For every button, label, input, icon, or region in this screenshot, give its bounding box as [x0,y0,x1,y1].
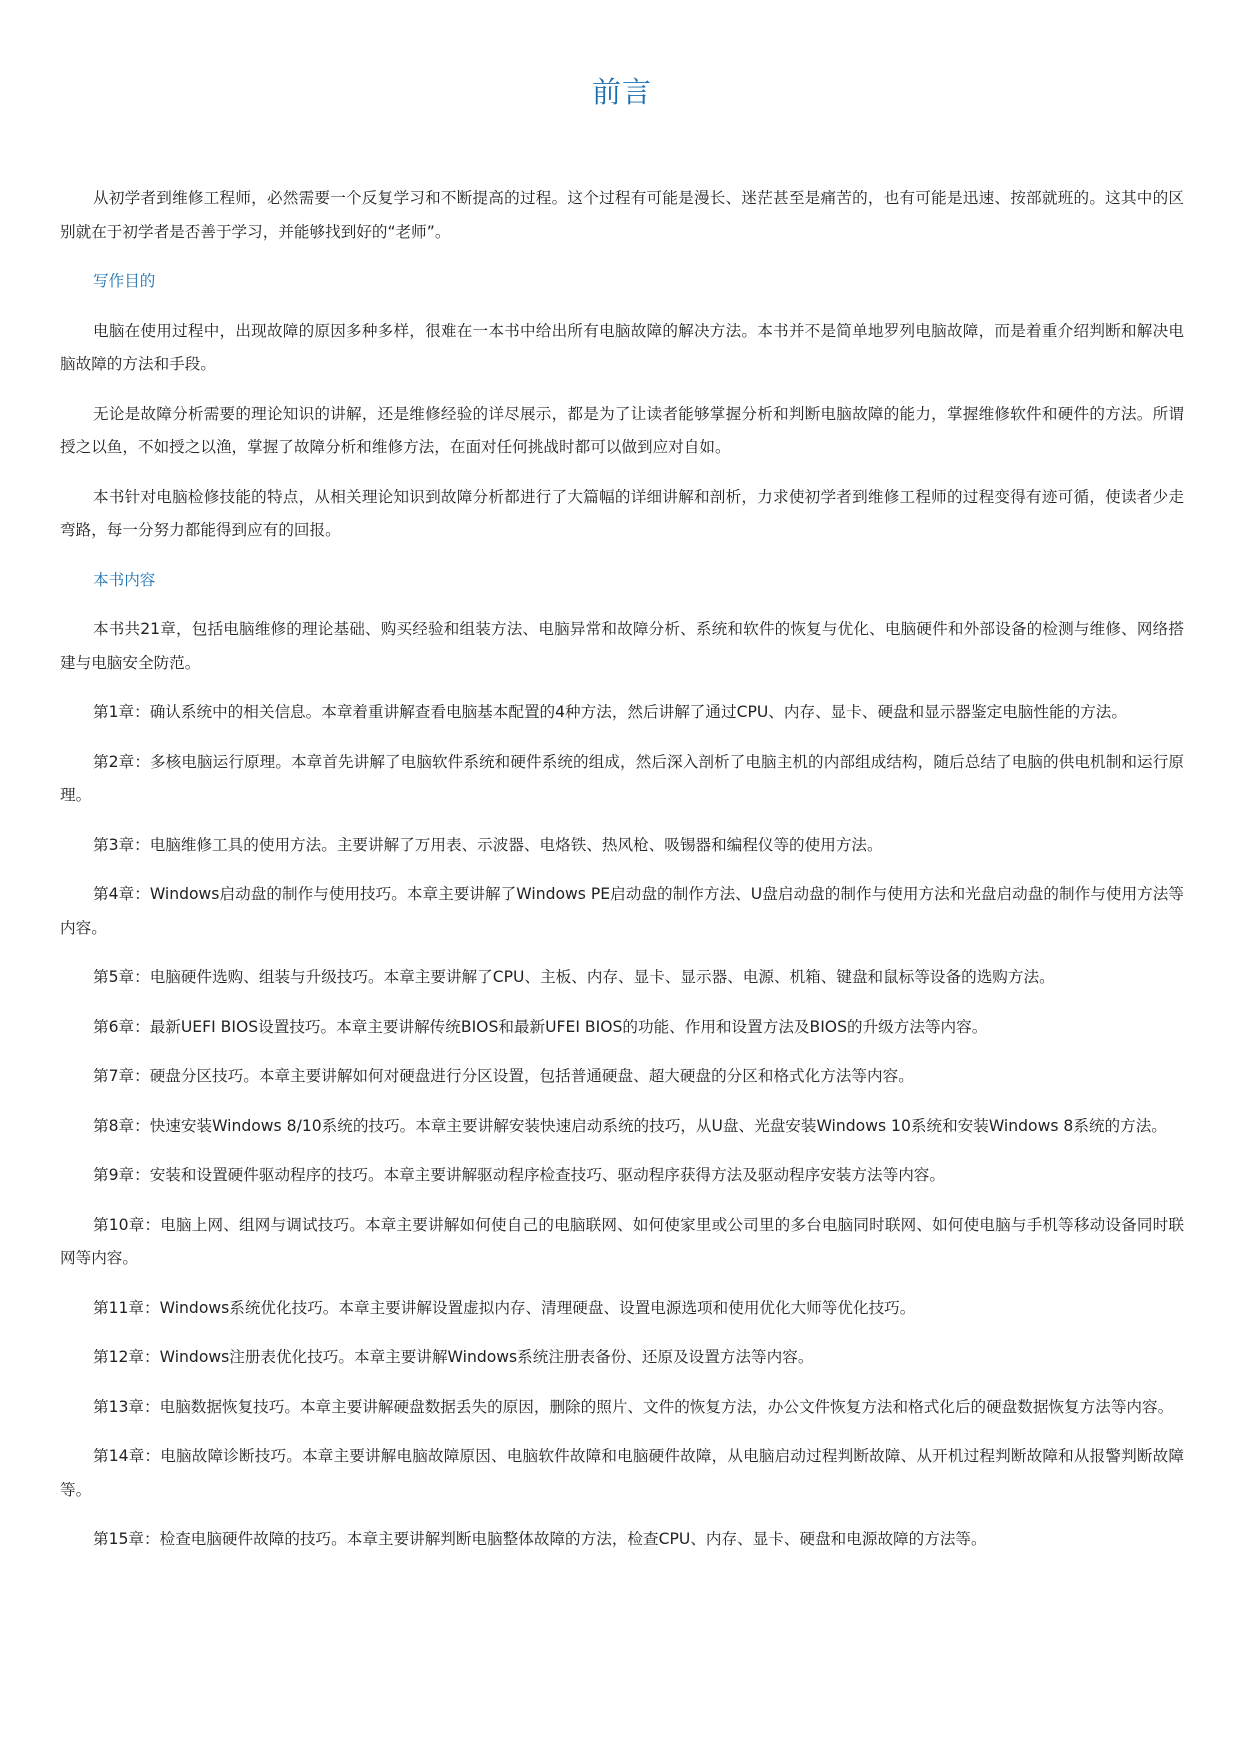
chapter-paragraph: 第6章：最新UEFI BIOS设置技巧。本章主要讲解传统BIOS和最新UFEI BIOS的功能、作用和设置方法及BIOS的升级方法等内容。 [93,1017,988,1036]
intro-paragraph: 从初学者到维修工程师，必然需要一个反复学习和不断提高的过程。这个过程有可能是漫长、迷茫甚至是痛苦的，也有可能是迅速、按部就班的。这其中的区别就在于初学者是否善于学习，并能够找到好的“老师”。 [60,189,1184,241]
chapter-paragraph: 第1章：确认系统中的相关信息。本章着重讲解查看电脑基本配置的4种方法，然后讲解了通过CPU、内存、显卡、硬盘和显示器鉴定电脑性能的方法。 [93,703,1127,721]
body-paragraph: 本书共21章，包括电脑维修的理论基础、购买经验和组装方法、电脑异常和故障分析、系统和软件的恢复与优化、电脑硬件和外部设备的检测与维修、网络搭建与电脑安全防范。 [60,620,1184,672]
document-page [60,0,1184,1573]
chapter-paragraph: 第14章：电脑故障诊断技巧。本章主要讲解电脑故障原因、电脑软件故障和电脑硬件故障，从电脑启动过程判断故障、从开机过程判断故障和从报警判断故障等。 [60,1447,1184,1499]
chapter-paragraph: 第13章：电脑数据恢复技巧。本章主要讲解硬盘数据丢失的原因，删除的照片、文件的恢复方法，办公文件恢复方法和格式化后的硬盘数据恢复方法等内容。 [93,1397,1174,1416]
chapter-paragraph: 第5章：电脑硬件选购、组装与升级技巧。本章主要讲解了CPU、主板、内存、显卡、显示器、电源、机箱、键盘和鼠标等设备的选购方法。 [93,968,1055,986]
chapter-paragraph: 第4章：Windows启动盘的制作与使用技巧。本章主要讲解了Windows PE启动盘的制作方法、U盘启动盘的制作与使用方法和光盘启动盘的制作与使用方法等内容。 [60,885,1184,937]
chapter-paragraph: 第10章：电脑上网、组网与调试技巧。本章主要讲解如何使自己的电脑联网、如何使家里或公司里的多台电脑同时联网、如何使电脑与手机等移动设备同时联网等内容。 [60,1215,1184,1267]
intro-block [60,182,1184,249]
chapter-paragraph: 第8章：快速安装Windows 8/10系统的技巧。本章主要讲解安装快速启动系统的技巧，从U盘、光盘安装Windows 10系统和安装Windows 8系统的方法。 [93,1116,1167,1135]
section-heading-book-contents: 本书内容 [93,570,156,589]
chapter-paragraph: 第2章：多核电脑运行原理。本章首先讲解了电脑软件系统和硬件系统的组成，然后深入剖析了电脑主机的内部组成结构，随后总结了电脑的供电机制和运行原理。 [60,752,1184,804]
page-title: 前言 [591,75,652,109]
section-writing-purpose [60,265,1184,548]
chapter-paragraph: 第7章：硬盘分区技巧。本章主要讲解如何对硬盘进行分区设置，包括普通硬盘、超大硬盘的分区和格式化方法等内容。 [93,1067,914,1085]
chapter-paragraph: 第12章：Windows注册表优化技巧。本章主要讲解Windows系统注册表备份、还原及设置方法等内容。 [93,1348,814,1366]
body-paragraph: 本书针对电脑检修技能的特点，从相关理论知识到故障分析都进行了大篇幅的详细讲解和剖析，力求使初学者到维修工程师的过程变得有迹可循，使读者少走弯路，每一分努力都能得到应有的回报。 [60,487,1184,539]
chapter-paragraph: 第15章：检查电脑硬件故障的技巧。本章主要讲解判断电脑整体故障的方法，检查CPU、内存、显卡、硬盘和电源故障的方法等。 [93,1530,987,1548]
chapter-paragraph: 第3章：电脑维修工具的使用方法。主要讲解了万用表、示波器、电烙铁、热风枪、吸锡器和编程仪等的使用方法。 [93,835,883,854]
body-paragraph: 电脑在使用过程中，出现故障的原因多种多样，很难在一本书中给出所有电脑故障的解决方法。本书并不是简单地罗列电脑故障，而是着重介绍判断和解决电脑故障的方法和手段。 [60,321,1184,373]
body-paragraph: 无论是故障分析需要的理论知识的讲解，还是维修经验的详尽展示，都是为了让读者能够掌握分析和判断电脑故障的能力，掌握维修软件和硬件的方法。所谓授之以鱼，不如授之以渔，掌握了故障分析和维修方法，在面对任何挑战时都可以做到应对自如。 [60,404,1184,456]
chapter-paragraph: 第9章：安装和设置硬件驱动程序的技巧。本章主要讲解驱动程序检查技巧、驱动程序获得方法及驱动程序安装方法等内容。 [93,1166,945,1184]
section-book-contents [60,564,1184,1557]
chapter-paragraph: 第11章：Windows系统优化技巧。本章主要讲解设置虚拟内存、清理硬盘、设置电源选项和使用优化大师等优化技巧。 [93,1298,916,1317]
section-heading-writing-purpose: 写作目的 [93,272,156,290]
